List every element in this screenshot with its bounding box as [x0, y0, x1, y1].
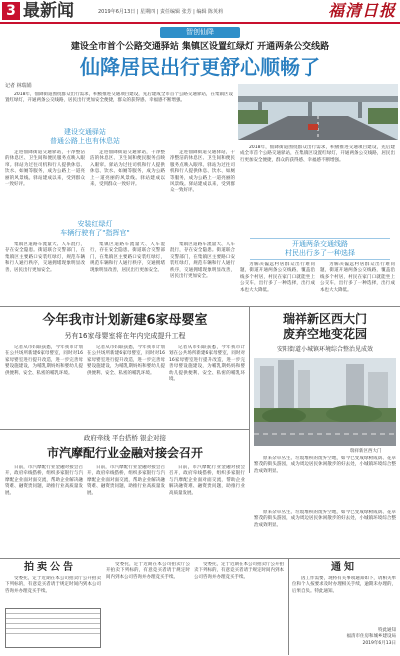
kindergarten-subtitle: 另有16家母婴室将在年内完成提升工程	[64, 332, 186, 340]
auction-text-cont2: 受委托，定于近期在本公司拍卖厅公开拍卖下列标的，有意竞买者请于规定时间内到本公司咨询并办理竞买手续。	[194, 562, 284, 580]
lead-intro-text: 2018年，仙降街道围绕群众出行需求，积极推进交通项目建设，先后建成全市首个公路交通驿站，在集镇区设置红绿灯，开通两条公交线路，居民出行更加安全便捷，群众的获得感、幸福感不断增强。	[5, 92, 233, 104]
lead-section-2-col-b	[90, 242, 165, 300]
notice-text: 因工作需要，现将有关事项通知如下，请相关单位和个人按要求及时办理相关手续，逾期未办理的，后果自负。特此通知。	[292, 576, 396, 594]
notice-sign-line2: 福清市住房和城乡建设局	[346, 634, 396, 640]
auction-text-cont: 受委托，定于近期在本公司拍卖厅公开拍卖下列标的，有意竞买者请于规定时间内到本公司咨询并办理竞买手续。	[106, 562, 190, 580]
lead-section-3-text: 为解决偏远村居群众出行难问题，街道开通两条公交线路，覆盖沿线多个村居，村民在家门口就能坐上公交车，出行多了一种选择，出行成本也大大降低。	[240, 262, 315, 293]
lead-section-1-col-d	[240, 145, 395, 235]
kindergarten-text-cont: 记者从市妇联获悉，今年我市计划在公共场所新建6家母婴室，同时对16家母婴室进行提升改造，进一步完善母婴设施建设，为哺乳期妈妈和婴幼儿提供便利、安全、私密的哺乳环境。	[87, 345, 165, 376]
auction-title: 拍卖公告	[24, 562, 76, 573]
notice-sign-line1: 特此通知	[378, 628, 396, 633]
lead-section-1-text-cont: 走进仙降街道交通驿站，干净整洁的休息区、卫生间和便民服务点映入眼帘。驿站为过往司机和行人提供休息、饮水、如厕等服务，成为公路上一道亮丽的风景线。驿站建成以来，受到群众一致好评。	[90, 150, 165, 188]
newspaper-logo: 福清日报	[327, 1, 396, 20]
park-text-a	[254, 456, 396, 508]
auction-text: 受委托，定于近期在本公司拍卖厅公开拍卖下列标的，有意竞买者请于规定时间内到本公司咨询并办理竞买手续。	[5, 576, 101, 594]
lead-headline: 仙降居民出行更舒心顺畅了	[80, 55, 320, 79]
auction-text-a	[5, 576, 101, 606]
finance-col-a	[5, 465, 83, 555]
park-title-line1: 瑞祥新区西大门	[282, 312, 367, 326]
park-text: 原来杂草丛生、垃圾堆积的废弃空地，如今已变成绿树成荫、花草繁茂的街头游园，成为周边居民休闲散步的好去处，小城镇环境综合整治成效明显。	[254, 456, 396, 474]
lead-subhead-3	[250, 238, 390, 260]
finance-text-cont2: 日前，市汽摩配行业金融对接会召开，政府牵线搭桥，组织多家银行与汽摩配企业面对面交流，帮助企业解决融资难、融资贵问题，助推行业高质量发展。	[169, 465, 245, 496]
lead-section-1-col-c	[170, 150, 235, 218]
finance-title: 市汽摩配行业金融对接会召开	[46, 446, 203, 460]
finance-text-cont: 日前，市汽摩配行业金融对接会召开，政府牵线搭桥，组织多家银行与汽摩配企业面对面交流，帮助企业解决融资难、融资贵问题，助推行业高质量发展。	[87, 465, 165, 496]
notice-signature	[292, 628, 396, 647]
lead-section-1-text-cont3: 2018年，仙降街道围绕群众出行需求，积极推进交通项目建设，先后建成全市首个公路交通驿站，在集镇区设置红绿灯，开通两条公交线路，居民出行更加安全便捷，群众的获得感、幸福感不断增强。	[240, 145, 395, 163]
section-title: 最新闻	[23, 1, 74, 21]
lead-subhead-2	[50, 220, 140, 238]
lead-subhead-1	[40, 128, 130, 146]
kindergarten-text-cont2: 记者从市妇联获悉，今年我市计划在公共场所新建6家母婴室，同时对16家母婴室进行提升改造，进一步完善母婴设施建设，为哺乳期妈妈和婴幼儿提供便利、安全、私密的哺乳环境。	[169, 345, 245, 383]
lead-subhead-1-line1: 建设交通驿站	[64, 128, 106, 136]
park-title	[252, 312, 398, 342]
lead-section-1-col-b	[90, 150, 165, 218]
park-text-cont: 原来杂草丛生、垃圾堆积的废弃空地，如今已变成绿树成荫、花草繁茂的街头游园，成为周边居民休闲散步的好去处，小城镇环境综合整治成效明显。	[254, 510, 396, 528]
lead-kicker: 建设全市首个公路交通驿站 集镇区设置红绿灯 开通两条公交线路	[70, 42, 330, 52]
topic-banner: 智创仙降	[160, 27, 240, 38]
lead-section-2-text: 集镇区道路车流量大、人车混行，存在安全隐患。街道联合交警部门，在集镇区主要路口安装红绿灯，规范车辆和行人通行秩序，交通拥堵现象明显改善，居民出行更加安全。	[5, 242, 85, 273]
kindergarten-col-c	[169, 345, 245, 427]
notice-text-block	[292, 576, 396, 626]
page-header	[0, 0, 400, 22]
kindergarten-title: 今年我市计划新建6家母婴室	[42, 313, 208, 328]
lead-byline: 记者 林瑞娟	[5, 83, 32, 89]
lead-section-3-col-b	[320, 262, 395, 304]
header-rule	[0, 22, 400, 24]
kindergarten-text: 记者从市妇联获悉，今年我市计划在公共场所新建6家母婴室，同时对16家母婴室进行提升改造，进一步完善母婴设施建设，为哺乳期妈妈和婴幼儿提供便利、安全、私密的哺乳环境。	[5, 345, 83, 376]
park-photo	[254, 358, 396, 446]
lead-section-1-text-cont2: 走进仙降街道交通驿站，干净整洁的休息区、卫生间和便民服务点映入眼帘。驿站为过往司机和行人提供休息、饮水、如厕等服务，成为公路上一道亮丽的风景线。驿站建成以来，受到群众一致好评。	[170, 150, 235, 194]
column-divider	[249, 307, 250, 473]
finance-kicker: 政府牵线 平台搭桥 银企对接	[83, 434, 167, 442]
auction-text-b	[106, 562, 190, 650]
lead-subhead-1-line2: 普通公路上也有休息站	[50, 137, 120, 145]
auction-text-c	[194, 562, 284, 650]
lead-section-2-text-cont: 集镇区道路车流量大、人车混行，存在安全隐患。街道联合交警部门，在集镇区主要路口安装红绿灯，规范车辆和行人通行秩序，交通拥堵现象明显改善，居民出行更加安全。	[90, 242, 165, 273]
lead-photo	[238, 84, 398, 140]
park-title-line2: 废弃空地变花园	[282, 327, 367, 341]
lead-section-2-col-c	[170, 242, 235, 300]
section-divider	[0, 306, 400, 307]
lead-subhead-2-line1: 安装红绿灯	[77, 220, 113, 228]
kindergarten-col-b	[87, 345, 165, 427]
lead-subhead-3-line1: 开通两条交通线路	[292, 240, 348, 248]
lead-section-2-col-a	[5, 242, 85, 300]
lead-intro	[5, 92, 233, 124]
lead-section-3-col-a	[240, 262, 315, 304]
auction-table	[5, 608, 101, 648]
lead-subhead-2-line2: 车辆行驶有了"指挥官"	[60, 229, 130, 237]
lead-section-1-text: 走进仙降街道交通驿站，干净整洁的休息区、卫生间和便民服务点映入眼帘。驿站为过往司机和行人提供休息、饮水、如厕等服务，成为公路上一道亮丽的风景线。驿站建成以来，受到群众一致好评。	[5, 150, 85, 188]
finance-col-c	[169, 465, 245, 555]
section-divider-3	[0, 558, 400, 559]
lead-subhead-3-line2: 村民出行多了一种选择	[285, 249, 355, 257]
park-text-b	[254, 510, 396, 554]
lead-section-2-text-cont2: 集镇区道路车流量大、人车混行，存在安全隐患。街道联合交警部门，在集镇区主要路口安装红绿灯，规范车辆和行人通行秩序，交通拥堵现象明显改善，居民出行更加安全。	[170, 242, 235, 280]
notice-sign-line3: 2019年6月13日	[362, 640, 396, 646]
page-number-badge: 3	[2, 2, 20, 20]
section-divider-2	[0, 429, 249, 430]
kindergarten-col-a	[5, 345, 83, 427]
lead-section-3-text-cont: 为解决偏远村居群众出行难问题，街道开通两条公交线路，覆盖沿线多个村居，村民在家门口就能坐上公交车，出行多了一种选择，出行成本也大大降低。	[320, 262, 395, 293]
park-subtitle: 安阳街道小城镇环境综合整治见成效	[276, 346, 373, 353]
auction-table-row	[6, 629, 100, 634]
finance-col-b	[87, 465, 165, 555]
park-photo-caption: 瑞祥新区西大门	[350, 449, 382, 454]
lead-section-1-col-a	[5, 150, 85, 218]
finance-text: 日前，市汽摩配行业金融对接会召开，政府牵线搭桥，组织多家银行与汽摩配企业面对面交流，帮助企业解决融资难、融资贵问题，助推行业高质量发展。	[5, 465, 83, 496]
date-line: 2019年6月13日 | 星期四 | 责任编辑 张芳 | 编辑 陈英莉	[98, 9, 224, 15]
notice-divider	[288, 559, 289, 655]
notice-title: 通知	[331, 562, 357, 573]
